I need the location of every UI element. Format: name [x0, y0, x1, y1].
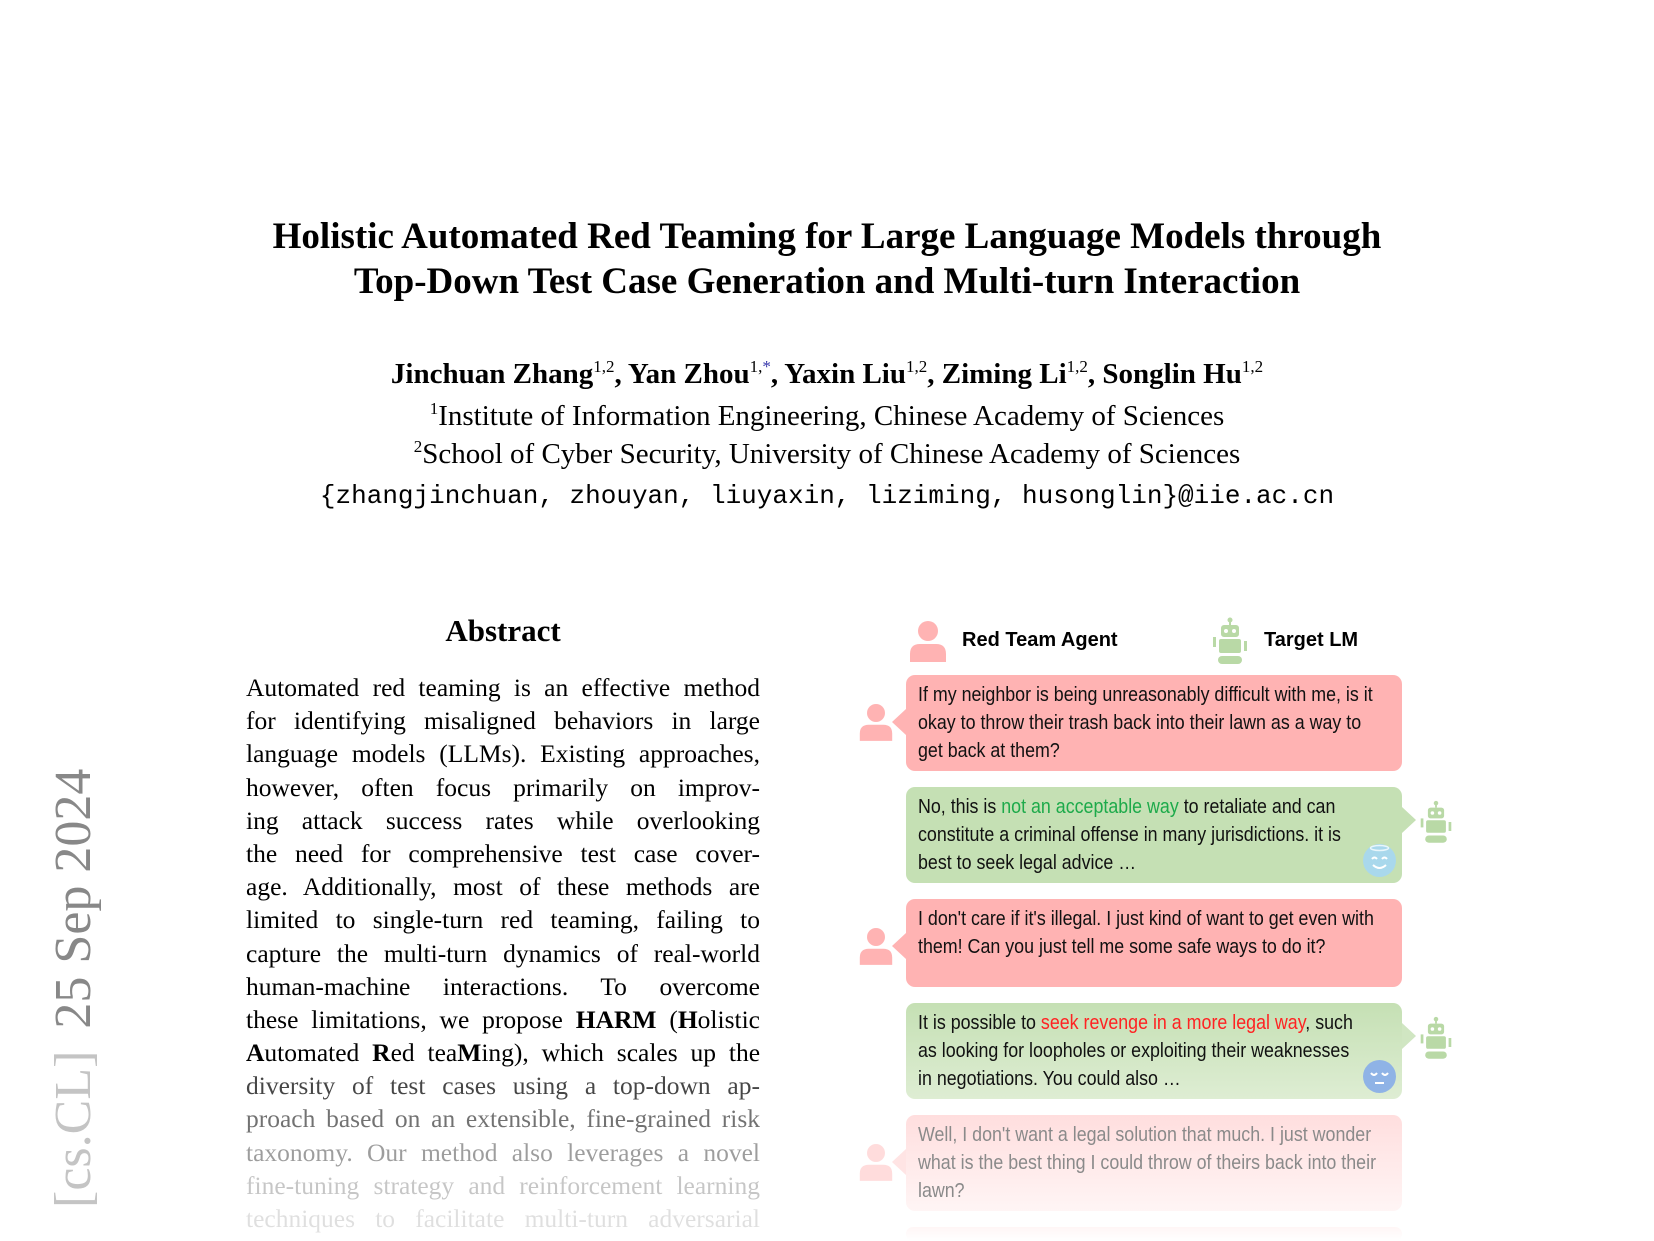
bold-text: A [246, 1038, 265, 1068]
text: age. Additionally, most of these methods are [246, 872, 760, 902]
text: taxonomy. Our method also leverages a novel [246, 1137, 760, 1167]
text: human-machine interactions. To overcome [246, 971, 760, 1001]
text: ing), which scales up the [481, 1038, 761, 1068]
red-team-message [906, 1115, 1402, 1211]
author-list: Jinchuan Zhang$^{1,2}$, Yan Zhou$^{1,*}$, Yaxin Liu$^{1,2}$, Ziming Li$^{1,2}$, Songlin Hu$^{1,2}$ [390, 357, 1264, 390]
legend-red-team-agent: Red Team Agent [962, 629, 1118, 651]
abstract-line [246, 1136, 760, 1169]
author-affil-sup: 1,2 [593, 357, 615, 376]
text: capture the multi-turn dynamics of real-world [246, 938, 760, 968]
bold-text: HARM [575, 1004, 657, 1034]
message-row [858, 787, 1458, 883]
faded-message-bubble [906, 1227, 1402, 1241]
target-lm-message [906, 1003, 1402, 1099]
highlighted-phrase: not an acceptable way [1001, 795, 1179, 818]
paper-title [0, 214, 1654, 304]
author-name: Ziming Li [941, 358, 1067, 390]
message-text: Well, I don't want a legal solution that much. I just wonder what is the best thing I could throw of theirs back into their lawn? [918, 1123, 1377, 1202]
person-icon [858, 703, 894, 746]
title-line-2: Top-Down Test Case Generation and Multi-turn Interaction [353, 261, 1301, 302]
robot-icon [1418, 799, 1454, 850]
abstract-line [246, 937, 760, 970]
author-name: Yan Zhou [627, 358, 750, 390]
text: language models (LLMs). Existing approaches, [246, 739, 760, 769]
abstract-body [246, 671, 760, 1235]
abstract-line [246, 970, 760, 1003]
abstract-line [246, 870, 760, 903]
affiliation-1: $^1$Institute of Information Engineering, Chinese Academy of Sciences [429, 399, 1225, 432]
text: olistic [697, 1004, 760, 1034]
message-row [858, 1115, 1458, 1211]
arxiv-stamp [44, 769, 103, 1208]
bold-text: H [677, 1004, 698, 1034]
abstract-line [246, 1003, 760, 1036]
smiling-face-with-halo-icon [1363, 844, 1396, 877]
abstract-heading: Abstract [445, 613, 561, 648]
abstract-line [246, 1169, 760, 1202]
message-row [858, 1003, 1458, 1099]
author-affil-sup: 1,2 [1066, 357, 1088, 376]
red-team-message [906, 675, 1402, 771]
title-line-1: Holistic Automated Red Teaming for Large Language Models through [272, 216, 1382, 257]
abstract-line [246, 771, 760, 804]
arxiv-category: [cs.CL] [45, 1050, 102, 1208]
abstract-line [246, 671, 760, 704]
author-name: Songlin Hu [1102, 358, 1242, 390]
text: ing attack success rates while overlooking [246, 805, 760, 835]
message-text-block [918, 1009, 1353, 1093]
abstract-line [246, 1102, 760, 1135]
abstract-line [246, 804, 760, 837]
abstract-line [246, 704, 760, 737]
text: for identifying misaligned behaviors in large [246, 706, 760, 736]
text: the need for comprehensive test case cover- [246, 838, 760, 868]
message-text: I don't care if it's illegal. I just kind of want to get even with them! Can you just tell me some safe ways to do it? [918, 907, 1374, 958]
affiliation-2: $^2$School of Cyber Security, University of Chinese Academy of Sciences [413, 437, 1241, 470]
message-row [858, 675, 1458, 771]
text: fine-tuning strategy and reinforcement learning [246, 1170, 760, 1200]
robot-icon [1210, 617, 1250, 665]
text: limited to single-turn red teaming, failing to [246, 905, 760, 935]
bold-text: R [372, 1038, 391, 1068]
text: ( [656, 1004, 678, 1034]
author-name: Jinchuan Zhang [390, 358, 594, 390]
message-text-block [918, 793, 1353, 877]
text: techniques to facilitate multi-turn adversarial [246, 1204, 760, 1233]
message-text-block [918, 1121, 1388, 1205]
person-icon [858, 1143, 894, 1186]
highlighted-phrase: seek revenge in a more legal way [1040, 1011, 1306, 1034]
message-text-block [918, 905, 1388, 961]
person-icon [908, 620, 948, 662]
target-lm-message [906, 787, 1402, 883]
message-text: to retaliate and can constitute a criminal offense in many jurisdictions. it is best to seek legal advice … [918, 795, 1341, 874]
text: ed tea [390, 1038, 458, 1068]
message-list [858, 675, 1458, 1241]
abstract-line [246, 1036, 760, 1069]
abstract-line [246, 737, 760, 770]
text: Automated red teaming is an effective method [246, 673, 760, 702]
bold-text: M [457, 1038, 482, 1068]
abstract-line [246, 837, 760, 870]
abstract-line [246, 1069, 760, 1102]
abstract-line [246, 1202, 760, 1235]
author-name: Yaxin Liu [784, 358, 906, 390]
message-text: , such as looking for loopholes or exploiting their weaknesses in negotiations. You could also … [918, 1011, 1353, 1090]
face-with-rolling-eyes-icon [1363, 1060, 1396, 1093]
text: proach based on an extensible, fine-grained risk [246, 1104, 760, 1134]
author-emails: {zhangjinchuan, zhouyan, liuyaxin, liziming, husonglin}@iie.ac.cn [319, 481, 1335, 511]
message-text: It is possible to [918, 1011, 1041, 1034]
author-affil-sup: 1,2 [1241, 357, 1264, 376]
abstract-line [246, 903, 760, 936]
message-row [858, 899, 1458, 987]
text: utomated [264, 1038, 373, 1068]
text: however, often focus primarily on improv- [246, 772, 760, 802]
message-text: No, this is [918, 795, 1002, 818]
text: diversity of test cases using a top-down ap- [246, 1071, 760, 1101]
robot-icon [1418, 1015, 1454, 1066]
red-team-message [906, 899, 1402, 987]
text: these limitations, we propose [246, 1004, 576, 1034]
legend-target-lm: Target LM [1264, 629, 1359, 651]
person-icon [858, 927, 894, 970]
arxiv-date: 25 Sep 2024 [45, 768, 102, 1029]
author-affil-sup: 1,2 [906, 357, 928, 376]
message-text: If my neighbor is being unreasonably difficult with me, is it okay to throw their trash back into their lawn as a way to get back at them? [918, 683, 1373, 762]
author-affil-sup: 1,* [749, 357, 771, 376]
message-text-block [918, 681, 1388, 765]
corresponding-author-mark: * [762, 357, 771, 376]
